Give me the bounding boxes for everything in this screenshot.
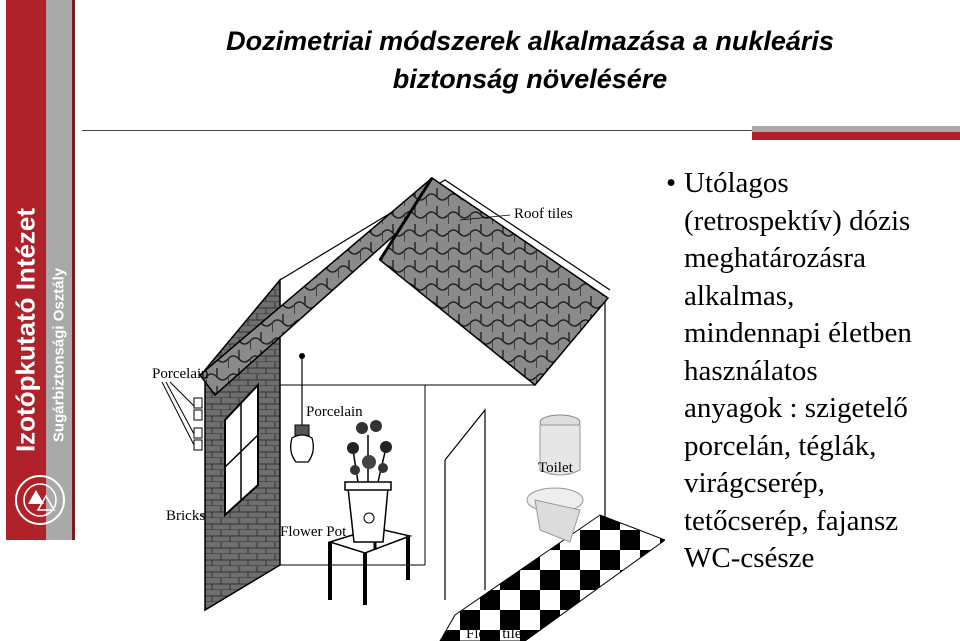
department-name: Sugárbiztonsági Osztály — [50, 267, 68, 443]
roof-right — [380, 178, 608, 385]
label-bricks: Bricks — [166, 508, 206, 524]
bullet-marker: • — [666, 167, 677, 199]
label-floor-tiles: Floor tiles — [466, 626, 528, 641]
body-line: mindennapi életben — [684, 317, 912, 349]
label-porcelain-left: Porcelain — [152, 366, 209, 382]
body-line: (retrospektív) dózis — [684, 204, 911, 237]
body-line: tetőcserép, fajansz — [684, 504, 899, 537]
toilet-icon — [527, 415, 583, 542]
label-porcelain-center: Porcelain — [306, 404, 363, 420]
body-line: Utólagos — [684, 167, 789, 199]
label-roof-tiles: Roof tiles — [514, 206, 573, 222]
institute-logo-icon — [10, 470, 70, 530]
label-toilet: Toilet — [538, 460, 573, 476]
title-divider — [82, 130, 752, 131]
house-illustration — [140, 170, 665, 641]
body-line: porcelán, téglák, — [684, 429, 877, 462]
slide-title-line2: biztonság növelésére — [392, 64, 668, 94]
body-line: meghatározásra — [684, 242, 866, 274]
institute-name: Izotópkutató Intézet — [10, 207, 41, 453]
body-line: WC-csésze — [684, 542, 815, 574]
bullet-text — [666, 165, 960, 578]
body-line: anyagok : szigetelő — [684, 392, 908, 424]
slide-title-line1: Dozimetriai módszerek alkalmazása a nukleáris — [226, 26, 834, 56]
roof-left — [200, 178, 445, 395]
sidebar-divider — [72, 0, 75, 540]
slide-title — [90, 22, 960, 98]
flower-pot-icon — [345, 420, 392, 542]
label-flower-pot: Flower Pot — [280, 524, 347, 540]
porcelain-insulators-icon — [162, 382, 202, 450]
body-line: alkalmas, — [684, 279, 795, 312]
accent-bar-red — [752, 132, 960, 140]
sidebar — [0, 0, 82, 641]
body-line: használatos — [684, 354, 818, 387]
body-line: virágcserép, — [684, 467, 825, 499]
